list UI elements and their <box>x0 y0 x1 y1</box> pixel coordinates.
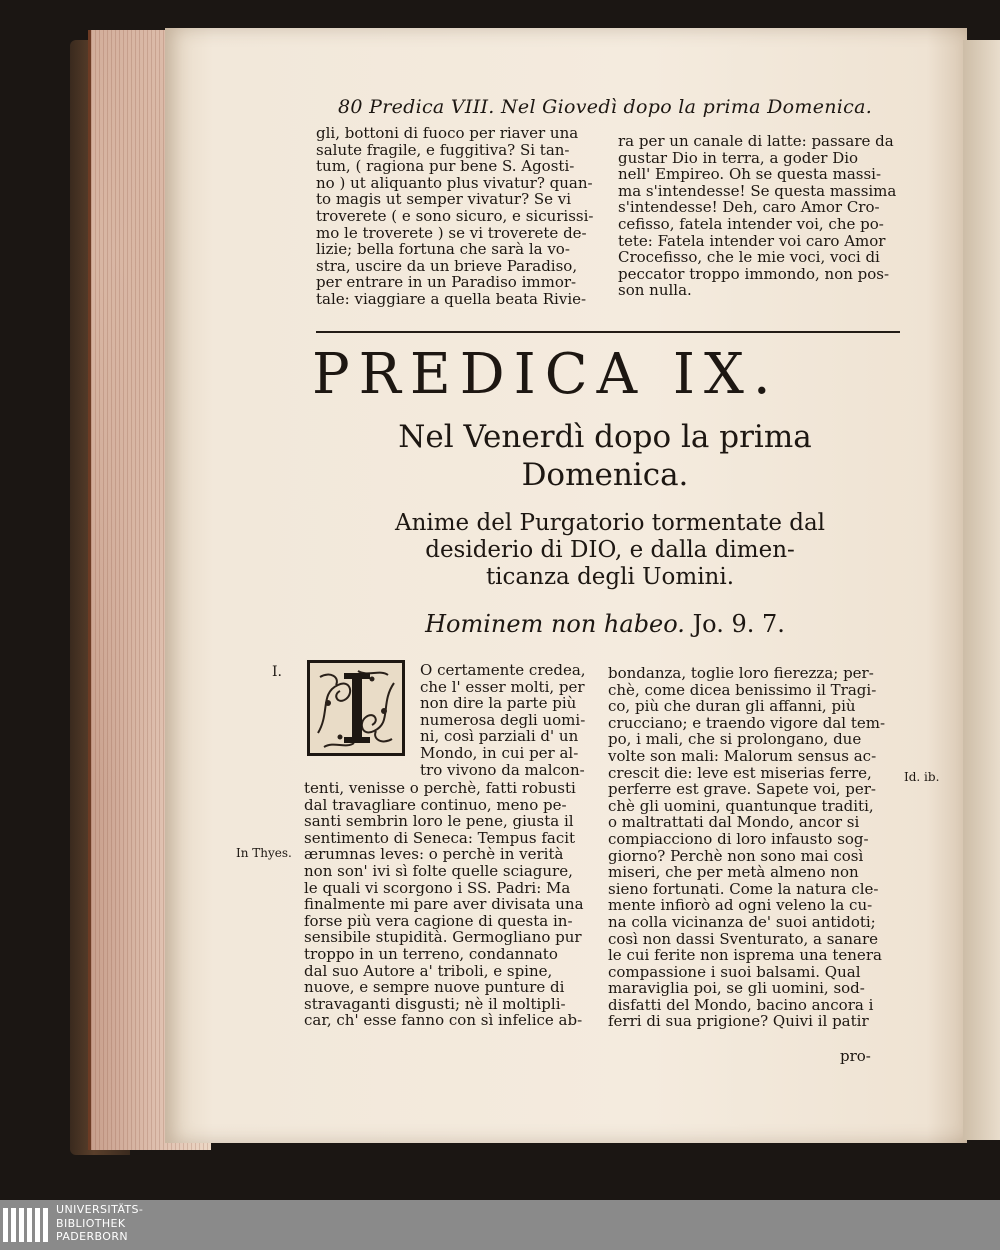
text-line: po, i mali, che si prolongano, due <box>608 730 862 749</box>
text-line: troppo in un terreno, condannato <box>304 944 558 963</box>
text-line: compiacciono di loro infausto sog- <box>608 829 869 848</box>
text-line: stra, uscire da un brieve Paradiso, <box>316 256 578 275</box>
margin-note-right: Id. ib. <box>904 770 940 784</box>
text-line: s'intendesse! Deh, caro Amor Cro- <box>618 198 880 217</box>
text-line: na colla vicinanza de' suoi antidoti; <box>608 912 876 931</box>
library-name-line-2: BIBLIOTHEK <box>56 1216 126 1230</box>
text-line: giorno? Perchè non sono mai così <box>608 846 864 865</box>
text-line: sieno fortunati. Come la natura cle- <box>608 879 879 898</box>
margin-note-left: In Thyes. <box>236 846 292 860</box>
library-name-line-3: PADERBORN <box>56 1230 129 1243</box>
text-line: chè, come dicea benissimo il Tragi- <box>608 680 877 699</box>
running-head: 80 Predica VIII. Nel Giovedì dopo la prima Domenica. <box>338 96 873 118</box>
top-left-column <box>316 125 603 308</box>
epigraph <box>300 610 910 638</box>
text-line: lizie; bella fortuna che sarà la vo- <box>316 240 570 259</box>
text-line: non son' ivi sì folte quelle sciagure, <box>304 861 573 880</box>
margin-section-number: I. <box>272 664 282 680</box>
text-line: gustar Dio in terra, a goder Dio <box>618 148 859 167</box>
library-name-line-1: UNIVERSITÄTS- <box>56 1203 144 1216</box>
subtitle-line-2: Domenica. <box>521 457 689 493</box>
text-line: mo le troverete ) se vi troverete de- <box>316 223 587 242</box>
text-line: peccator troppo immondo, non pos- <box>618 264 890 283</box>
decorated-initial <box>307 660 405 756</box>
text-line: così non dassi Sventurato, a sanare <box>608 929 879 948</box>
text-line: troverete ( e sono sicuro, e sicurissi- <box>316 206 594 225</box>
facing-page-edge <box>963 40 1000 1140</box>
body-right-column <box>608 665 896 1030</box>
text-line: miseri, che per metà almeno non <box>608 863 859 882</box>
text-line: finalmente mi pare aver divisata una <box>304 895 584 914</box>
text-line: ferri di sua prigione? Quivi il patir <box>608 1012 869 1031</box>
text-line: le cui ferite non isprema una tenera <box>608 946 882 965</box>
text-line: no ) ut aliquanto plus vivatur? quan- <box>316 173 593 192</box>
text-line: tete: Fatela intender voi caro Amor <box>618 231 886 250</box>
text-line: tale: viaggiare a quella beata Rivie- <box>316 289 587 308</box>
topic-line-1: Anime del Purgatorio tormentate dal <box>394 510 826 536</box>
epigraph-text: Hominem non habeo. <box>425 610 685 638</box>
text-line: Mondo, in cui per al- <box>420 743 579 762</box>
library-logo-icon <box>0 1200 50 1250</box>
text-line: gli, bottoni di fuoco per riaver una <box>316 124 579 142</box>
text-line: to magis ut semper vivatur? Se vi <box>316 190 572 209</box>
text-line: disfatti del Mondo, bacino ancora i <box>608 995 874 1014</box>
text-line: ni, così parziali d' un <box>420 727 579 746</box>
text-line: perferre est grave. Sapete voi, per- <box>608 780 876 799</box>
sermon-topic <box>340 510 880 591</box>
text-line: car, ch' esse fanno con sì infelice ab- <box>304 1011 583 1030</box>
text-line: chè gli uomini, quantunque traditi, <box>608 796 874 815</box>
text-line: stravaganti disgusti; nè il moltipli- <box>304 994 566 1013</box>
epigraph-reference: Jo. 9. 7. <box>692 610 785 638</box>
text-line: sensibile stupidità. Germogliano pur <box>304 928 582 947</box>
text-line: son nulla. <box>618 281 692 300</box>
library-name <box>56 1203 143 1244</box>
text-line: dal suo Autore a' triboli, e spine, <box>304 961 553 980</box>
text-line: co, più che duran gli affanni, più <box>608 697 856 716</box>
text-line: ma s'intendesse! Se questa massima <box>618 181 897 200</box>
sermon-subtitle <box>300 418 910 494</box>
sermon-title: PREDICA IX. <box>312 342 780 407</box>
body-left-column <box>304 780 590 1029</box>
section-divider-rule <box>316 331 900 333</box>
catchword: pro- <box>840 1047 871 1065</box>
topic-line-3: ticanza degli Uomini. <box>485 564 735 590</box>
subtitle-line-1: Nel Venerdì dopo la prima <box>398 419 812 455</box>
text-line: forse più vera cagione di questa in- <box>304 911 573 930</box>
text-line: cefisso, fatela intender voi, che po- <box>618 214 884 233</box>
text-line: sentimento di Seneca: Tempus facit <box>304 828 576 847</box>
text-line: crescit die: leve est miserias ferre, <box>608 763 872 782</box>
text-line: santi sembrin loro le pene, giusta il <box>304 812 574 831</box>
body-left-beside-initial <box>420 662 602 778</box>
text-line: ærumnas leves: o perchè in verità <box>304 845 564 864</box>
text-line: compassione i suoi balsami. Qual <box>608 962 861 981</box>
library-footer-bar <box>0 1200 1000 1250</box>
text-line: per entrare in un Paradiso immor- <box>316 273 577 292</box>
text-line: le quali vi scorgono i SS. Padri: Ma <box>304 878 571 897</box>
text-line: dal travagliare continuo, meno pe- <box>304 795 567 814</box>
text-line: nell' Empireo. Oh se questa massi- <box>618 165 882 184</box>
text-line: O certamente credea, <box>420 661 586 679</box>
text-line: tenti, venisse o perchè, fatti robusti <box>304 779 576 797</box>
top-right-column <box>618 133 906 299</box>
text-line: salute fragile, e fuggitiva? Si tan- <box>316 140 570 159</box>
text-line: che l' esser molti, per <box>420 677 585 696</box>
text-line: bondanza, toglie loro fierezza; per- <box>608 664 874 682</box>
text-line: maraviglia poi, se gli uomini, sod- <box>608 979 865 998</box>
text-line: tum, ( ragiona pur bene S. Agosti- <box>316 157 575 176</box>
text-line: mente infiorò ad ogni veleno la cu- <box>608 896 873 915</box>
topic-line-2: desiderio di DIO, e dalla dimen- <box>425 537 795 563</box>
text-line: crucciano; e traendo vigore dal tem- <box>608 713 886 732</box>
text-line: ra per un canale di latte: passare da <box>618 132 894 150</box>
text-line: nuove, e sempre nuove punture di <box>304 978 565 997</box>
text-line: numerosa degli uomi- <box>420 710 586 729</box>
text-line: tro vivono da malcon- <box>420 760 585 779</box>
text-line: non dire la parte più <box>420 694 577 713</box>
text-line: o maltrattati dal Mondo, ancor si <box>608 813 860 832</box>
text-line: Crocefisso, che le mie voci, voci di <box>618 248 880 267</box>
ornament-icon <box>310 663 402 753</box>
text-line: volte son mali: Malorum sensus ac- <box>608 746 877 765</box>
